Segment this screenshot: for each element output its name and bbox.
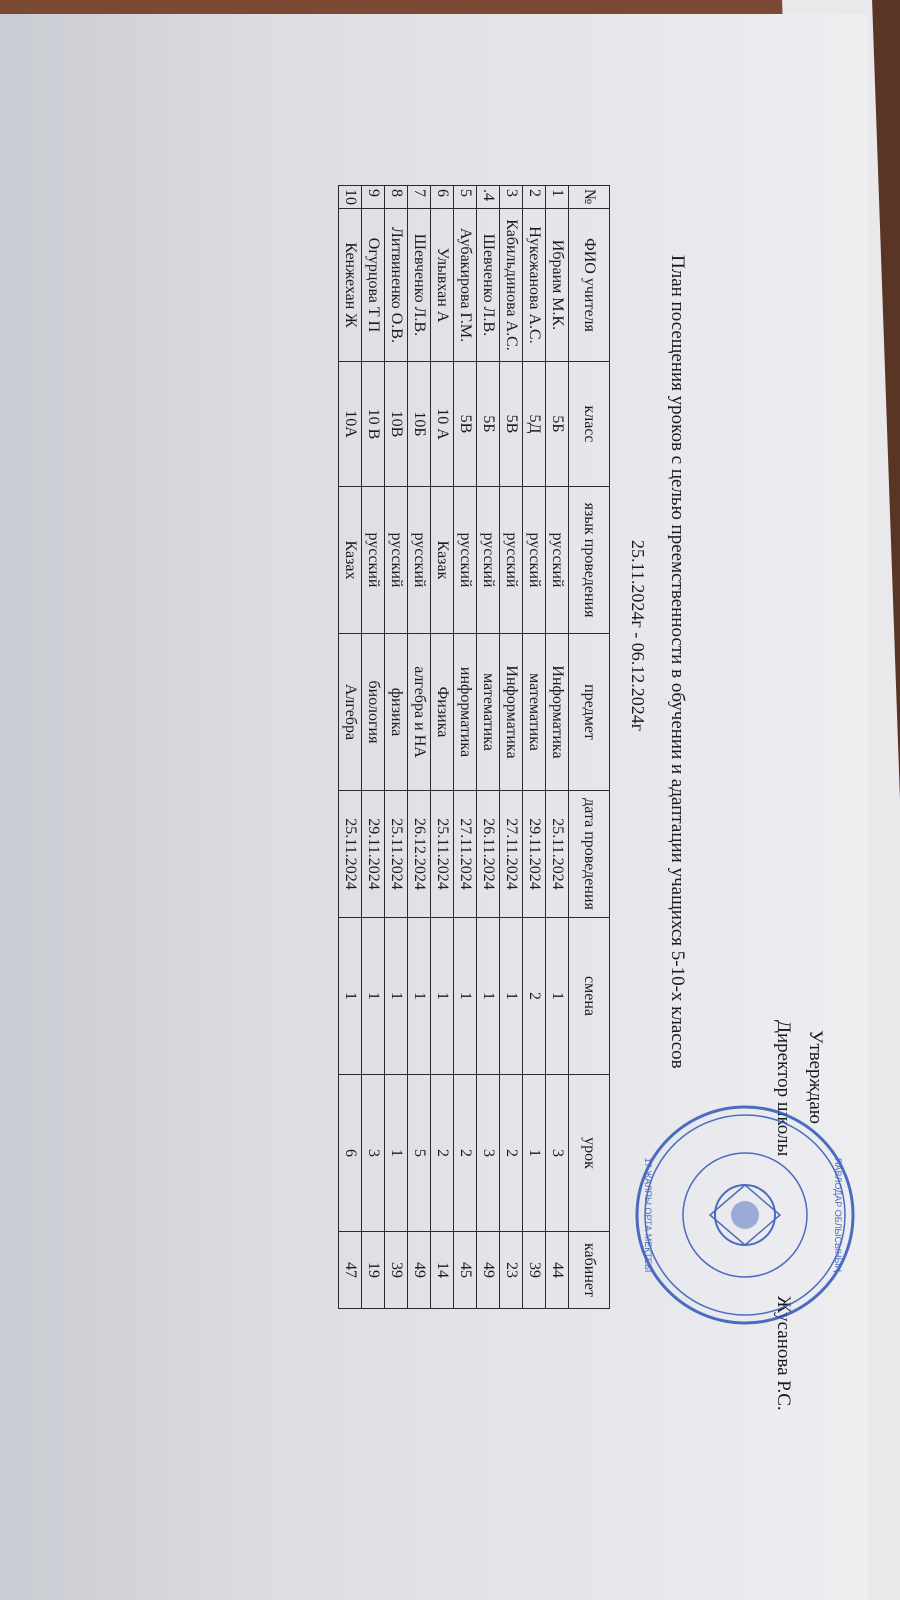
table-row [477, 186, 500, 1309]
cell-room: 23 [500, 1232, 523, 1309]
cell-num: 7 [408, 186, 431, 209]
header-class: класс [569, 362, 610, 487]
cell-room: 49 [477, 1232, 500, 1309]
cell-subject: физика [385, 634, 408, 791]
cell-shift: 1 [385, 918, 408, 1075]
header-room: кабинет [569, 1232, 610, 1309]
cell-subject: информатика [454, 634, 477, 791]
cell-teacher: Кабильдинова А.С. [500, 209, 523, 362]
cell-lesson: 2 [454, 1075, 477, 1232]
cell-class: 10 В [362, 362, 385, 487]
cell-lesson: 2 [431, 1075, 454, 1232]
cell-num: 6 [431, 186, 454, 209]
cell-subject: математика [477, 634, 500, 791]
cell-date: 25.11.2024 [546, 791, 569, 918]
cell-room: 45 [454, 1232, 477, 1309]
cell-subject: Физика [431, 634, 454, 791]
cell-teacher: Шевченко Л.В. [477, 209, 500, 362]
cell-num: 3 [500, 186, 523, 209]
cell-class: 5В [454, 362, 477, 487]
cell-shift: 1 [362, 918, 385, 1075]
cell-room: 47 [339, 1232, 362, 1309]
cell-language: русский [523, 487, 546, 634]
cell-room: 14 [431, 1232, 454, 1309]
cell-language: русский [385, 487, 408, 634]
cell-subject: биология [362, 634, 385, 791]
cell-date: 25.11.2024 [431, 791, 454, 918]
cell-date: 26.12.2024 [408, 791, 431, 918]
table-row [408, 186, 431, 1309]
cell-room: 39 [523, 1232, 546, 1309]
svg-text:ПАВЛОДАР ОБЛЫСЫНЫҢ: ПАВЛОДАР ОБЛЫСЫНЫҢ [833, 1158, 843, 1272]
cell-date: 27.11.2024 [454, 791, 477, 918]
cell-room: 49 [408, 1232, 431, 1309]
cell-shift: 2 [523, 918, 546, 1075]
cell-lesson: 3 [362, 1075, 385, 1232]
header-date: дата проведения [569, 791, 610, 918]
cell-teacher: Огурцова Т П [362, 209, 385, 362]
cell-num: 2 [523, 186, 546, 209]
document-period: 25.11.2024г - 06.12.2024г [628, 540, 648, 732]
cell-language: Казак [431, 487, 454, 634]
cell-shift: 1 [500, 918, 523, 1075]
table-row [454, 186, 477, 1309]
visits-table [338, 185, 610, 1309]
cell-date: 29.11.2024 [362, 791, 385, 918]
table-row [431, 186, 454, 1309]
cell-date: 29.11.2024 [523, 791, 546, 918]
cell-teacher: Аубакирова Г.М. [454, 209, 477, 362]
table-row [339, 186, 362, 1309]
cell-language: Казах [339, 487, 362, 634]
table-row [500, 186, 523, 1309]
cell-lesson: 5 [408, 1075, 431, 1232]
header-language: язык проведения [569, 487, 610, 634]
cell-room: 39 [385, 1232, 408, 1309]
cell-language: русский [408, 487, 431, 634]
table-row [546, 186, 569, 1309]
cell-shift: 1 [477, 918, 500, 1075]
cell-room: 44 [546, 1232, 569, 1309]
cell-teacher: Литвиненко О.В. [385, 209, 408, 362]
cell-teacher: Кенжехан Ж [339, 209, 362, 362]
cell-class: 10В [385, 362, 408, 487]
cell-class: 5В [500, 362, 523, 487]
cell-class: 10А [339, 362, 362, 487]
cell-num: 10 [339, 186, 362, 209]
cell-date: 26.11.2024 [477, 791, 500, 918]
cell-subject: математика [523, 634, 546, 791]
cell-shift: 1 [546, 918, 569, 1075]
cell-date: 27.11.2024 [500, 791, 523, 918]
table-header-row [569, 186, 610, 1309]
cell-date: 25.11.2024 [339, 791, 362, 918]
header-subject: предмет [569, 634, 610, 791]
table-row [362, 186, 385, 1309]
cell-lesson: 3 [546, 1075, 569, 1232]
header-lesson: урок [569, 1075, 610, 1232]
cell-date: 25.11.2024 [385, 791, 408, 918]
cell-language: русский [500, 487, 523, 634]
cell-lesson: 6 [339, 1075, 362, 1232]
cell-teacher: Улывхан А [431, 209, 454, 362]
official-stamp [630, 1100, 860, 1330]
cell-teacher: Нукежанова А.С. [523, 209, 546, 362]
cell-shift: 1 [408, 918, 431, 1075]
cell-class: 5Д [523, 362, 546, 487]
cell-teacher: Ибраим М.К. [546, 209, 569, 362]
cell-num: 1 [546, 186, 569, 209]
cell-subject: Информатика [500, 634, 523, 791]
cell-language: русский [454, 487, 477, 634]
header-shift: смена [569, 918, 610, 1075]
cell-lesson: 3 [477, 1075, 500, 1232]
cell-language: русский [362, 487, 385, 634]
svg-text:17 ЖАЛПЫ ОРТА МЕКТЕБІ: 17 ЖАЛПЫ ОРТА МЕКТЕБІ [643, 1157, 653, 1273]
cell-subject: Информатика [546, 634, 569, 791]
cell-class: 10 А [431, 362, 454, 487]
cell-lesson: 1 [385, 1075, 408, 1232]
cell-num: .4 [477, 186, 500, 209]
cell-room: 19 [362, 1232, 385, 1309]
table-row [385, 186, 408, 1309]
cell-subject: алгебра и НА [408, 634, 431, 791]
cell-subject: Алгебра [339, 634, 362, 791]
cell-shift: 1 [339, 918, 362, 1075]
cell-num: 8 [385, 186, 408, 209]
director-label: Директор школы [773, 1020, 794, 1157]
document-title: План посещения уроков с целью преемственности в обучении и адаптации учащихся 5-10-х классов [667, 255, 688, 1069]
cell-language: русский [546, 487, 569, 634]
cell-class: 10Б [408, 362, 431, 487]
cell-language: русский [477, 487, 500, 634]
header-teacher: ФИО учителя [569, 209, 610, 362]
cell-num: 9 [362, 186, 385, 209]
cell-class: 5Б [546, 362, 569, 487]
cell-shift: 1 [454, 918, 477, 1075]
cell-lesson: 1 [523, 1075, 546, 1232]
approve-label: Утверждаю [805, 1030, 826, 1124]
director-name: Жусанова Р.С. [773, 1296, 794, 1411]
table-row [523, 186, 546, 1309]
cell-teacher: Шевченко Л.В. [408, 209, 431, 362]
header-num: № [569, 186, 610, 209]
cell-num: 5 [454, 186, 477, 209]
cell-lesson: 2 [500, 1075, 523, 1232]
cell-shift: 1 [431, 918, 454, 1075]
cell-class: 5Б [477, 362, 500, 487]
